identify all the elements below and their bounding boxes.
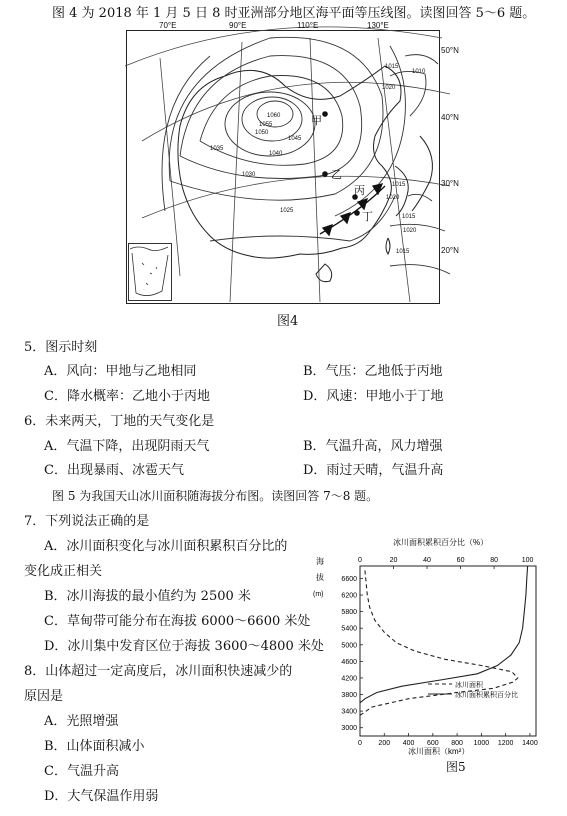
q7-option-b: B．冰川海拔的最小值约为 2500 米 (44, 589, 251, 604)
lat-label-0: 50°N (441, 46, 459, 55)
plot-frame (360, 566, 536, 736)
q7-option-a-line2: 变化成正相关 (24, 564, 103, 579)
isobar-label-1: 1055 (259, 122, 273, 128)
legend-label-1: 冰川面积累积百分比 (455, 692, 518, 699)
q8-option-d: D．大气保温作用弱 (44, 789, 159, 804)
x-tick-label: 1000 (473, 740, 490, 747)
legend-label-0: 冰川面积 (455, 682, 483, 689)
lat-label-2: 30°N (441, 179, 459, 188)
lon-label-0: 70°E (159, 21, 177, 30)
chart-xlabel: 冰川面积（km²） (408, 747, 470, 756)
isobar-label-15: 1015 (396, 249, 410, 255)
japan-coast (412, 136, 432, 211)
q5-stem: 5．图示时刻 (24, 340, 98, 355)
y-tick-label: 5800 (341, 609, 357, 617)
ylabel-char-1: 拔 (316, 573, 324, 582)
isobar-label-14: 1020 (403, 228, 417, 234)
top-tick-label: 0 (358, 557, 362, 564)
q5-option-c: C．降水概率：乙地小于丙地 (44, 389, 210, 404)
q6-option-b: B．气温升高，风力增强 (303, 439, 443, 454)
q6-option-c: C．出现暴雨、冰雹天气 (44, 463, 184, 478)
isobar-label-7: 1025 (280, 208, 294, 214)
q7-option-c: C．草甸带可能分布在海拔 6000～6600 米处 (44, 614, 311, 629)
isobar-label-12: 1020 (386, 195, 400, 201)
q8-stem-line1: 8．山体超过一定高度后，冰川面积快速减少的 (24, 664, 293, 679)
ylabel-char-0: 海 (316, 557, 324, 566)
taiwan-island (386, 238, 390, 254)
x-tick-label: 1200 (497, 740, 514, 747)
isobar-label-6: 1030 (242, 172, 256, 178)
y-tick-label: 3800 (341, 692, 357, 700)
point-label-ding: 丁 (362, 211, 373, 223)
top-tick-label: 40 (423, 557, 431, 564)
figure5-caption: 图5 (446, 760, 466, 774)
meridian-130e (378, 38, 410, 302)
isobar-label-8: 1020 (382, 85, 396, 91)
y-tick-label: 4600 (341, 658, 357, 666)
y-tick-label: 3000 (341, 725, 357, 733)
figure4-caption: 图4 (277, 314, 299, 329)
y-tick-label: 6600 (341, 575, 357, 583)
x-tick-label: 1400 (522, 740, 538, 747)
x-tick-label: 400 (402, 740, 415, 747)
q8-option-a: A．光照增强 (44, 714, 119, 729)
lon-label-1: 90°E (229, 21, 247, 30)
x-tick-label: 200 (378, 740, 391, 747)
q6-option-a: A．气温下降，出现阴雨天气 (44, 439, 210, 454)
q6-option-d: D．雨过天晴，气温升高 (303, 463, 444, 478)
top-tick-label: 20 (389, 557, 398, 564)
isobar-label-2: 1050 (255, 130, 269, 136)
y-tick-label: 6200 (341, 592, 357, 600)
y-tick-label: 5000 (341, 642, 357, 650)
lat-label-1: 40°N (441, 113, 459, 122)
isobar-label-13: 1015 (402, 214, 416, 220)
graticule-50n (125, 27, 442, 66)
isobar-label-4: 1040 (269, 151, 283, 157)
q5-option-d: D．风速：甲地小于丁地 (303, 389, 444, 404)
isobar-label-3: 1045 (288, 136, 302, 142)
chart-title: 冰川面积累积百分比（%） (393, 538, 489, 547)
q7-stem: 7．下列说法正确的是 (24, 514, 150, 529)
meridian-90e (230, 42, 242, 302)
top-tick-label: 60 (456, 557, 465, 564)
x-tick-label: 600 (426, 740, 439, 747)
intro-text-fig5: 图 5 为我国天山冰川面积随海拔分布图。读图回答 7～8 题。 (52, 489, 379, 503)
chart-legend (428, 680, 518, 699)
meridian-110e (310, 38, 320, 302)
y-tick-label: 3400 (341, 708, 357, 716)
q6-stem: 6．未来两天，丁地的天气变化是 (24, 414, 215, 429)
korea-coast (395, 166, 408, 216)
q7-option-d: D．冰川集中发育区位于海拔 3600～4800 米处 (44, 639, 324, 654)
intro-text-fig4: 图 4 为 2018 年 1 月 5 日 8 时亚洲部分地区海平面等压线图。读图回答 5～6 题。 (52, 6, 536, 21)
series-line-1 (360, 566, 528, 703)
y-tick-label: 4200 (341, 675, 357, 683)
q8-option-b: B．山体面积减小 (44, 739, 145, 754)
q8-option-c: C．气温升高 (44, 764, 119, 779)
q7-option-a-line1: A．冰川面积变化与冰川面积累积百分比的 (44, 539, 288, 554)
top-tick-label: 80 (490, 557, 498, 564)
top-tick-label: 100 (521, 557, 534, 564)
point-label-yi: 乙 (331, 169, 342, 181)
q5-option-a: A．风向：甲地与乙地相同 (44, 364, 197, 379)
glacier-chart (310, 534, 555, 760)
x-tick-label: 800 (451, 740, 463, 747)
ylabel-char-2: (m) (313, 591, 324, 598)
point-label-bing: 丙 (354, 185, 365, 197)
isobar-label-9: 1015 (385, 64, 399, 70)
q8-stem-line2: 原因是 (24, 689, 64, 704)
q5-option-b: B．气压：乙地低于丙地 (303, 364, 443, 379)
lat-label-3: 20°N (441, 246, 459, 255)
y-tick-label: 5400 (341, 625, 357, 633)
isobar-label-0: 1060 (267, 113, 281, 119)
point-label-jia: 甲 (311, 115, 322, 127)
lon-label-2: 110°E (297, 21, 319, 30)
isobar-label-11: 1015 (392, 182, 406, 188)
x-tick-label: 0 (358, 740, 362, 747)
isobar-label-10: 1010 (412, 69, 426, 75)
lon-label-3: 130°E (367, 21, 389, 30)
inset-drawing (128, 243, 172, 301)
isobar-label-5: 1035 (210, 146, 224, 152)
